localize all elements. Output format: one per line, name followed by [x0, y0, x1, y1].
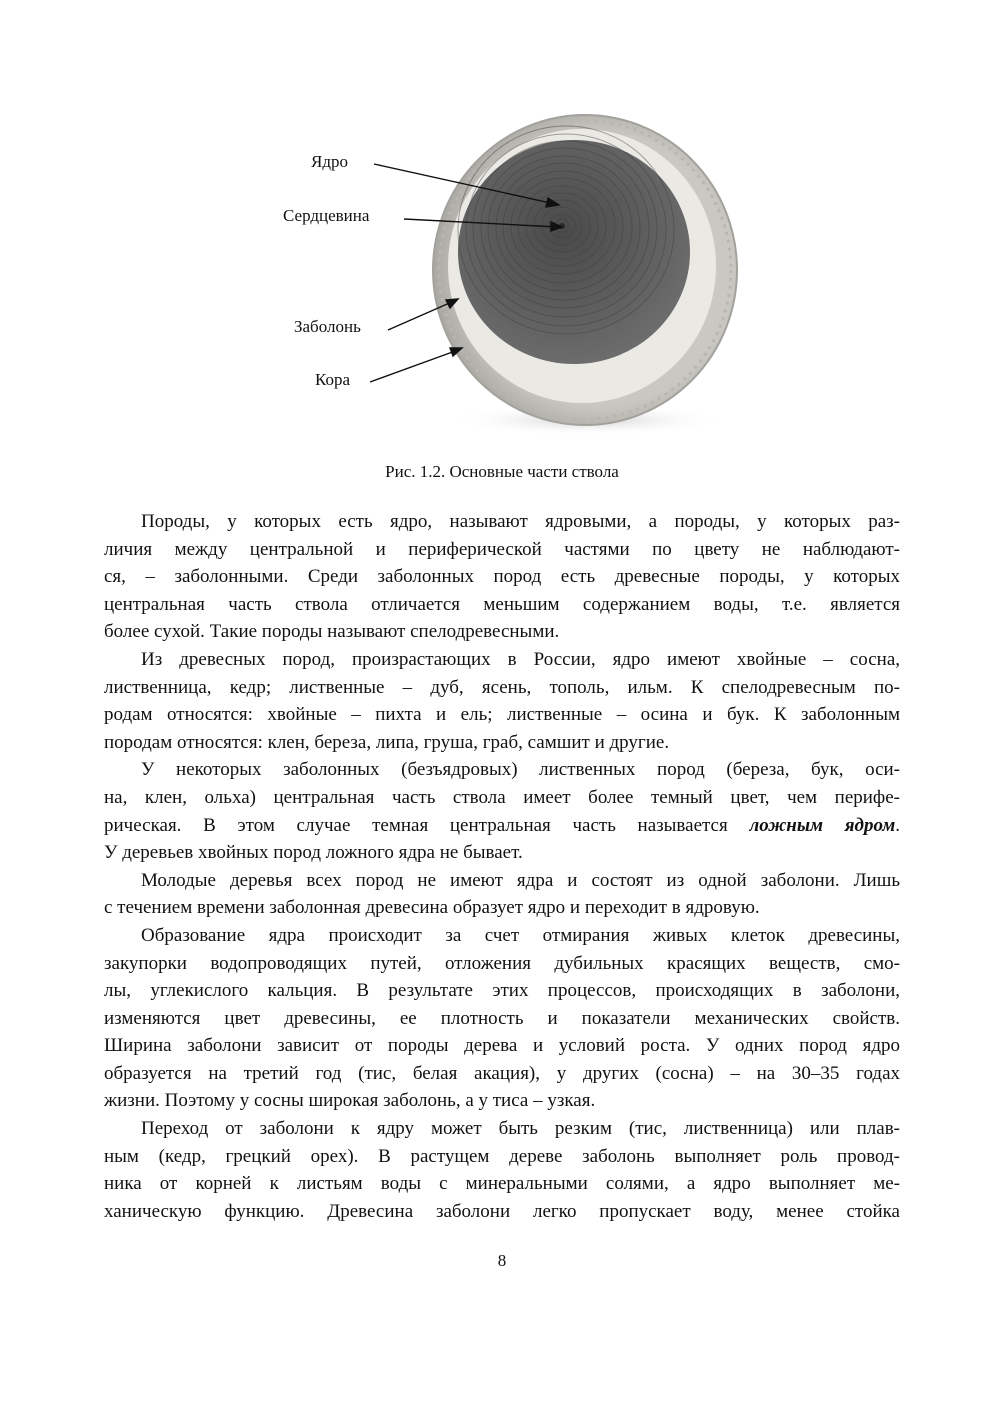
emphasized-term: ложным ядром [749, 814, 896, 836]
label-pith: Сердцевина [283, 206, 370, 225]
label-sapwood: Заболонь [294, 317, 361, 336]
text-line: родам относятся: хвойные – пихта и ель; лиственные – осина и бук. К заболонным [104, 704, 900, 726]
body-text [104, 508, 900, 1225]
text-line: Породы, у которых есть ядро, называют ядровыми, а породы, у которых раз- [141, 511, 900, 532]
text-line: образуется на третий год (тис, белая акация), у других (сосна) – на 30–35 годах [104, 1062, 900, 1084]
text-line: Из древесных пород, произрастающих в России, ядро имеют хвойные – сосна, [141, 648, 900, 670]
text-line: породам относятся: клен, береза, липа, груша, граб, самшит и другие. [104, 731, 670, 753]
page-number: 8 [497, 1251, 507, 1270]
paragraph [104, 756, 900, 866]
text-line: с течением времени заболонная древесина образует ядро и переходит в ядровую. [104, 897, 760, 919]
text-line: личия между центральной и периферической частями по цвету не наблюдают- [104, 538, 900, 560]
text-line: закупорки водопроводящих путей, отложения дубильных красящих веществ, смо- [104, 952, 900, 974]
text-line: на, клен, ольха) центральная часть ствола имеет более темный цвет, чем перифе- [104, 786, 900, 808]
text-segment: рическая. В этом случае темная центральная часть называется [104, 814, 750, 836]
text-line: лиственница, кедр; лиственные – дуб, ясень, тополь, ильм. К спелодревесным по- [104, 676, 900, 698]
text-line: ханическую функцию. Древесина заболони легко пропускает воду, менее стойка [104, 1200, 900, 1222]
text-line-with-emphasis [104, 812, 900, 840]
text-segment: . [895, 814, 901, 836]
paragraph [104, 646, 900, 756]
label-bark: Кора [315, 370, 351, 389]
label-core: Ядро [311, 152, 348, 171]
paragraph [104, 867, 900, 922]
text-line: ся, – заболонными. Среди заболонных пород есть древесные породы, у которых [104, 566, 900, 588]
tree-trunk-figure [270, 118, 740, 438]
text-line: центральная часть ствола отличается меньшим содержанием воды, т.е. является [104, 593, 900, 615]
text-line: Ширина заболони зависит от породы дерева и условий роста. У одних пород ядро [104, 1035, 900, 1057]
text-line: жизни. Поэтому у сосны широкая заболонь, а у тиса – узкая. [104, 1090, 596, 1112]
paragraph [104, 508, 900, 646]
text-line: Переход от заболони к ядру может быть резким (тис, лиственница) или плав- [141, 1118, 900, 1140]
text-line: более сухой. Такие породы называют спелодревесными. [104, 621, 560, 643]
text-line: лы, углекислого кальция. В результате этих процессов, происходящих в заболони, [104, 980, 900, 1002]
figure-caption: Рис. 1.2. Основные части ствола [385, 462, 619, 481]
paragraph [104, 922, 900, 1115]
text-line: У некоторых заболонных (безъядровых) лиственных пород (береза, бук, оси- [141, 759, 900, 781]
heartwood-area [458, 140, 690, 364]
text-line: изменяются цвет древесины, ее плотность и показатели механических свойств. [104, 1007, 900, 1029]
text-line: ника от корней к листьям воды с минеральными солями, а ядро выполняет ме- [104, 1173, 900, 1195]
text-line: ным (кедр, грецкий орех). В растущем дереве заболонь выполняет роль провод- [104, 1145, 900, 1167]
text-line: Образование ядра происходит за счет отмирания живых клеток древесины, [141, 924, 900, 946]
tree-cross-section-image [270, 118, 740, 438]
text-line: Молодые деревья всех пород не имеют ядра и состоят из одной заболони. Лишь [141, 869, 900, 891]
paragraph [104, 1115, 900, 1225]
text-line: У деревьев хвойных пород ложного ядра не бывает. [104, 842, 523, 864]
